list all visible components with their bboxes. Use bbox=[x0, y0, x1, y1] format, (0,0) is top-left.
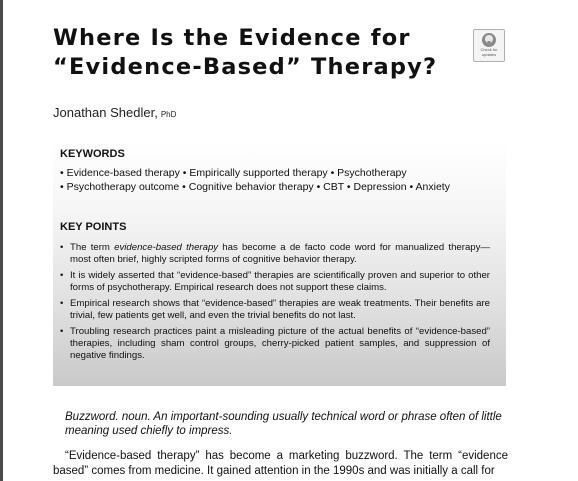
key-point-item bbox=[60, 298, 490, 322]
keywords-line-2: • Psychotherapy outcome • Cognitive behavior therapy • CBT • Depression • Anxiety bbox=[60, 181, 450, 193]
key-point-text: has become a de facto code word for manualized therapy—most often brief, highly scripted forms of cognitive behavior therapy. bbox=[70, 242, 491, 266]
bullet: • bbox=[60, 298, 64, 309]
bullet: • bbox=[60, 242, 64, 253]
bullet: • bbox=[60, 326, 64, 337]
key-points-heading: KEY POINTS bbox=[60, 221, 127, 233]
key-point-emphasis: evidence-based therapy bbox=[114, 242, 219, 253]
bullet: • bbox=[60, 270, 64, 281]
key-points-list bbox=[60, 242, 490, 366]
author-degree: PhD bbox=[160, 110, 177, 119]
check-updates-icon bbox=[481, 32, 497, 48]
key-point-text: It is widely asserted that “evidence-based” therapies are scientifically proven and superior to other forms of psychotherapy. Empirical research does not support these claims. bbox=[70, 270, 490, 294]
badge-text-1: Check for bbox=[480, 47, 498, 52]
keywords-line-1: • Evidence-based therapy • Empirically supported therapy • Psychotherapy bbox=[60, 167, 407, 179]
check-for-updates-badge[interactable] bbox=[473, 29, 505, 62]
key-point-text: Troubling research practices paint a misleading picture of the actual benefits of “evidence-based” therapies, including sham control groups, cherry-picked patient samples, and suppression of negative findings. bbox=[70, 326, 490, 362]
author-line bbox=[53, 105, 176, 120]
buzzword-definition: Buzzword. noun. An important-sounding usually technical word or phrase often of little meaning used chiefly to impress. bbox=[65, 411, 502, 437]
body-paragraph: “Evidence-based therapy” has become a marketing buzzword. The term “evidence based” comes from medicine. It gained attention in the 1990s and was initially a call for bbox=[53, 450, 508, 477]
abstract-box bbox=[53, 141, 506, 386]
badge-text-2: updates bbox=[481, 51, 497, 57]
author-name: Jonathan Shedler, bbox=[53, 105, 158, 120]
key-point-text: The term bbox=[70, 242, 115, 253]
page-edge-rule bbox=[0, 0, 3, 481]
key-point-text: Empirical research shows that “evidence-based” therapies are weak treatments. Their benefits are trivial, few patients get well, and even the trivial benefits do not last. bbox=[70, 298, 490, 322]
title-line-2: “Evidence-Based” Therapy? bbox=[53, 54, 438, 80]
key-point-item bbox=[60, 270, 490, 294]
keywords-heading: KEYWORDS bbox=[60, 148, 125, 160]
article-title bbox=[53, 24, 463, 82]
key-point-item bbox=[60, 242, 490, 266]
key-point-item bbox=[60, 326, 490, 363]
title-line-1: Where Is the Evidence for bbox=[53, 25, 411, 51]
